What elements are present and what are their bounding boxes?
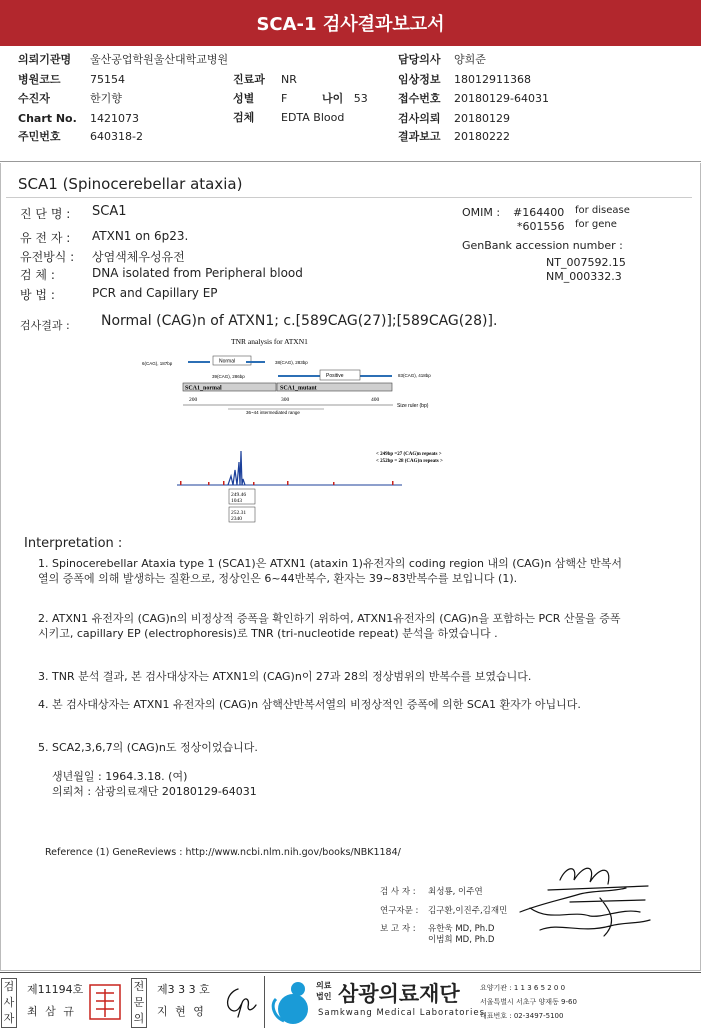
header-field-label: 검체	[233, 111, 255, 124]
header-field-label: 의뢰기관명	[18, 53, 72, 66]
examiners-label: 검 사 자 :	[380, 887, 416, 897]
report-field-value: 상염색체우성유전	[92, 250, 185, 264]
header-field-value: 20180129-64031	[454, 92, 549, 105]
title-divider	[6, 197, 692, 198]
header-field-value: 울산공업학원울산대학교병원	[90, 53, 229, 66]
reference-link: Reference (1) GeneReviews : http://www.ncbi.nlm.nih.gov/books/NBK1184/	[45, 847, 401, 858]
report-field-value: ATXN1 on 6p23.	[92, 229, 189, 243]
specialist-license: 제3 3 3 호	[157, 983, 210, 996]
specialist-signature	[220, 983, 260, 1021]
result-value: Normal (CAG)n of ATXN1; c.[589CAG(27)];[589CAG(28)].	[101, 313, 498, 329]
report-field-label: 유전방식 :	[20, 250, 75, 264]
header-field-label: 수진자	[18, 92, 50, 105]
org-code: 요양기관 : 1 1 3 6 5 2 0 0	[480, 984, 566, 992]
header-divider	[0, 161, 701, 162]
birth-date: 생년월일 : 1964.3.18. (여)	[52, 770, 188, 783]
examiner-license: 제11194호	[27, 983, 84, 996]
header-field	[398, 53, 486, 66]
report-field-label: 검 체 :	[20, 268, 55, 282]
header-field-value: 640318-2	[90, 130, 143, 143]
omim-disease-label: for disease	[575, 205, 630, 216]
report-title: SCA1 (Spinocerebellar ataxia)	[18, 175, 243, 193]
omim-gene-id: *601556	[517, 220, 565, 233]
interpretation-heading: Interpretation :	[24, 536, 123, 551]
header-field	[18, 92, 122, 105]
header-field	[18, 73, 125, 86]
header-field-label: 병원코드	[18, 73, 61, 86]
header-field-value: 양희준	[454, 53, 486, 66]
legend-28-repeats: < 252bp = 28 (CAG)n repeats >	[376, 459, 443, 464]
genbank-label: GenBank accession number :	[462, 239, 623, 252]
header-field	[233, 111, 344, 124]
header-field-value: 18012911368	[454, 73, 531, 86]
header-field-label: 진료과	[233, 73, 265, 86]
report-field-label: 방 법 :	[20, 288, 55, 302]
sca1-mutant-label: SCA1_mutant	[280, 385, 317, 392]
org-phone: 대표번호 : 02-3497-5100	[480, 1012, 564, 1020]
header-field-value: 1421073	[90, 112, 139, 125]
peak-2-size: 252.31	[231, 510, 247, 516]
report-field-value: DNA isolated from Peripheral blood	[92, 266, 303, 280]
interpretation-item-5: 5. SCA2,3,6,7의 (CAG)n도 정상이었습니다.	[38, 741, 258, 754]
footer-divider	[0, 972, 701, 973]
org-type-2: 법인	[316, 992, 332, 1001]
header-field	[233, 92, 287, 105]
header-field	[398, 92, 549, 105]
peak-trace	[228, 451, 245, 485]
header-field	[18, 130, 143, 143]
interpretation-item-3: 3. TNR 분석 결과, 본 검사대상자는 ATXN1의 (CAG)n이 27과 28의 정상범위의 반복수를 보였습니다.	[38, 670, 532, 683]
header-field-label: 담당의사	[398, 53, 441, 66]
size-standard-peaks	[180, 481, 394, 485]
normal-tag-label: Normal	[219, 358, 236, 365]
header-field-label: 주민번호	[18, 130, 61, 143]
header-field	[398, 112, 510, 125]
org-english-name: Samkwang Medical Laboratories	[318, 1008, 486, 1018]
org-type-1: 의료	[316, 981, 332, 990]
interpretation-item-1: 1. Spinocerebellar Ataxia type 1 (SCA1)은 ATXN1 (ataxin 1)유전자의 coding region 내의 (CAG)n 삼핵산 반복서열의 증폭에 의해 발생하는 질환으로, 정상인은 6~44반복수, 환자는 39~83반복수를 보입니다 (1).	[38, 557, 623, 585]
header-field	[233, 73, 297, 86]
report-field-value: SCA1	[92, 204, 127, 219]
footer-vertical-divider	[264, 976, 265, 1028]
ruler-tick-200: 200	[189, 397, 198, 403]
header-field	[18, 112, 139, 125]
examiner-name: 최 삼 규	[27, 1005, 76, 1018]
reporter-2: 이범희 MD, Ph.D	[428, 935, 495, 945]
header-field-label: 임상정보	[398, 73, 441, 86]
genbank-accession-1: NT_007592.15	[546, 256, 626, 269]
org-name: 삼광의료재단	[338, 982, 460, 1006]
size-ruler-label: Size ruler (bp)	[397, 403, 429, 409]
signatures	[500, 852, 660, 942]
header-age: 나이 53	[322, 92, 368, 105]
header-field-value: 20180222	[454, 130, 510, 143]
genbank-accession-2: NM_000332.3	[546, 270, 622, 283]
header-field-value: 한기향	[90, 92, 122, 105]
result-label: 검사결과 :	[20, 319, 70, 332]
omim-gene-label: for gene	[575, 219, 617, 230]
peak-1-size: 249.46	[231, 492, 247, 498]
header-field-label: Chart No.	[18, 112, 77, 125]
report-field-label: 진 단 명 :	[20, 207, 71, 221]
ruler-tick-300: 300	[281, 397, 290, 403]
figure-title: TNR analysis for ATXN1	[231, 337, 308, 346]
interpretation-item-4: 4. 본 검사대상자는 ATXN1 유전자의 (CAG)n 삼핵산반복서열의 비정상적인 증폭에 의한 SCA1 환자가 아닙니다.	[38, 698, 581, 711]
reporter-1: 유한욱 MD, Ph.D	[428, 924, 495, 934]
header-field	[398, 130, 510, 143]
specialist-vertical-label: 전문의	[131, 978, 147, 1028]
intermediate-range-label: 36~44 intermediated range	[246, 410, 300, 415]
header-field-value: F	[281, 92, 288, 105]
header-field-value: 20180129	[454, 112, 510, 125]
reporters-label: 보 고 자 :	[380, 924, 416, 934]
header-field-value: NR	[281, 73, 297, 86]
positive-tag-label: Positive	[326, 373, 344, 379]
examiners-names: 최성룡, 이주연	[428, 887, 483, 897]
ruler-tick-400: 400	[371, 397, 380, 403]
sca1-normal-label: SCA1_normal	[185, 385, 222, 392]
header-field-label: 결과보고	[398, 130, 441, 143]
specialist-name: 지 현 영	[157, 1005, 206, 1018]
header-field-label: 검사의뢰	[398, 112, 441, 125]
omim-disease-id: #164400	[513, 206, 565, 219]
examiner-vertical-label: 검사자	[1, 978, 17, 1028]
header-field-value: 75154	[90, 73, 125, 86]
header-field-value: EDTA Blood	[281, 111, 345, 124]
legend-27-repeats: < 249bp =27 (CAG)n repeats >	[376, 452, 442, 457]
examiner-seal	[88, 983, 122, 1021]
annotation-39cag: 39(CAG), 286bp	[212, 374, 245, 379]
advisors-names: 김구환,이진주,김재민	[428, 906, 508, 916]
report-field-value: PCR and Capillary EP	[92, 286, 218, 300]
annotation-6cag: 6(CAG), 187bp	[142, 361, 173, 366]
annotation-38cag: 38(CAG), 283bp	[275, 360, 308, 365]
report-banner: SCA-1 검사결과보고서	[0, 0, 701, 46]
header-field-label: 접수번호	[398, 92, 441, 105]
tnr-analysis-figure	[0, 330, 701, 530]
report-field-label: 유 전 자 :	[20, 231, 71, 245]
client-info: 의뢰처 : 삼광의료재단 20180129-64031	[52, 785, 257, 798]
omim-label: OMIM :	[462, 206, 501, 219]
header-field	[18, 53, 228, 66]
peak-1-height: 1043	[231, 498, 242, 504]
header-field-label: 성별	[233, 92, 255, 105]
peak-2-height: 2340	[231, 516, 242, 522]
org-address: 서울특별시 서초구 양재동 9-60	[480, 998, 577, 1006]
sml-logo-icon	[268, 977, 318, 1027]
advisors-label: 연구자문 :	[380, 906, 419, 916]
interpretation-item-2: 2. ATXN1 유전자의 (CAG)n의 비정상적 증폭을 확인하기 위하여, ATXN1유전자의 (CAG)n을 포함하는 PCR 산물을 증폭시키고, capillary EP (electrophoresis)로 TNR (tri-nucleotide repeat) 분석을 하였습니다 .	[38, 612, 621, 640]
annotation-83cag: 83(CAG), 418bp	[398, 373, 431, 378]
header-field	[398, 73, 531, 86]
